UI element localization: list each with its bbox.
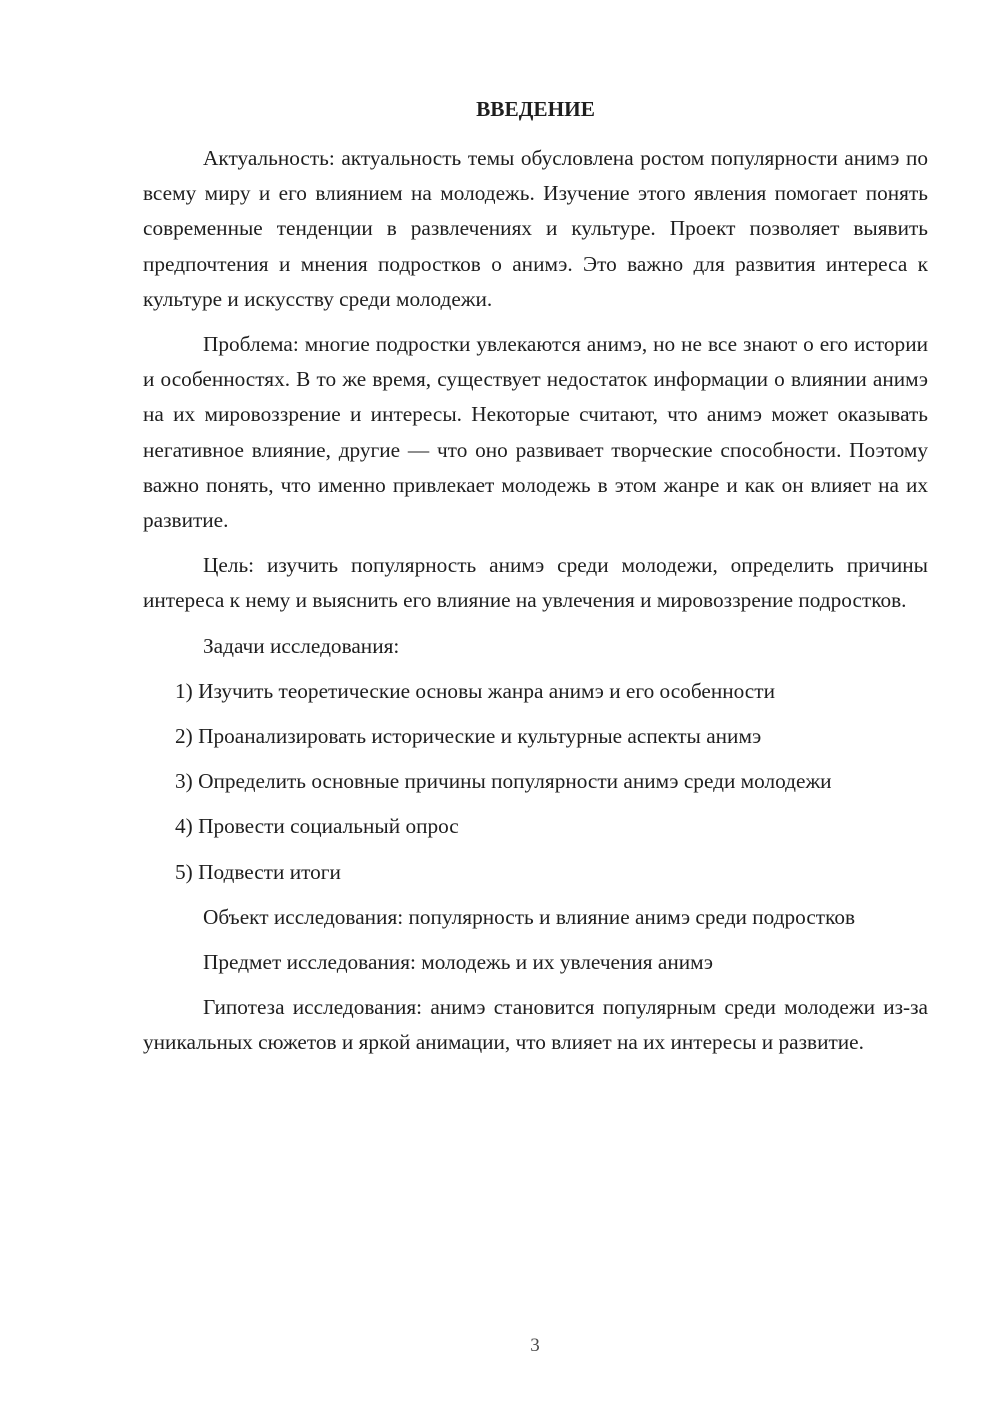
subject-paragraph: Предмет исследования: молодежь и их увлечения анимэ [203,950,714,975]
task-item-3: 3) Определить основные причины популярности анимэ среди молодежи [175,769,832,794]
object-paragraph: Объект исследования: популярность и влияние анимэ среди подростков [203,904,856,929]
tasks-heading: Задачи исследования: [203,633,400,658]
task-item-5: 5) Подвести итоги [175,859,341,884]
problem-paragraph: Проблема: многие подростки увлекаются анимэ, но не все знают о его истории и особенностях. В то же время, существует недостаток информации о влиянии анимэ на их мировоззрение и интересы. Некоторые считают, что анимэ может оказывать негативное влияние, другие — что оно развивает творческие способности. Поэтому важно понять, что именно привлекает молодежь в этом жанре и как он влияет на их развитие. [143,332,928,533]
task-item-4: 4) Провести социальный опрос [175,814,459,839]
task-item-1: 1) Изучить теоретические основы жанра анимэ и его особенности [175,678,775,703]
page-title: ВВЕДЕНИЕ [476,97,595,121]
hypothesis-paragraph: Гипотеза исследования: анимэ становится популярным среди молодежи из-за уникальных сюжетов и яркой анимации, что влияет на их интересы и развитие. [143,995,928,1055]
goal-paragraph: Цель: изучить популярность анимэ среди молодежи, определить причины интереса к нему и выяснить его влияние на увлечения и мировоззрение подростков. [143,553,928,613]
relevance-paragraph: Актуальность: актуальность темы обусловлена ростом популярности анимэ по всему миру и его влиянием на молодежь. Изучение этого явления помогает понять современные тенденции в развлечениях и культуре. Проект позволяет выявить предпочтения и мнения подростков о анимэ. Это важно для развития интереса к культуре и искусству среди молодежи. [143,146,928,311]
page-number: 3 [530,1335,540,1356]
task-item-2: 2) Проанализировать исторические и культурные аспекты анимэ [175,724,762,749]
page-content [143,92,928,1071]
